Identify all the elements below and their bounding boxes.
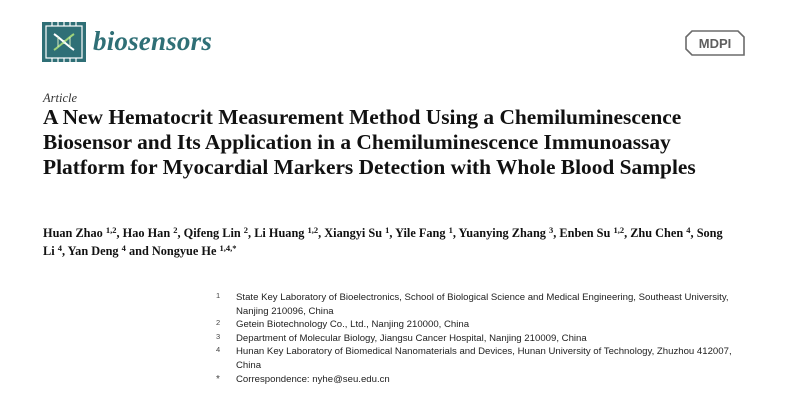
author-affiliation-mark: 1,2 — [307, 225, 319, 235]
author-affiliation-mark: 2 — [173, 225, 178, 235]
author-affiliation-mark: 1 — [385, 225, 390, 235]
affiliation-item — [214, 318, 734, 332]
journal-header — [40, 22, 746, 66]
author-name: Yuanying Zhang — [458, 226, 546, 240]
correspondence-text: Correspondence: nyhe@seu.edu.cn — [236, 373, 390, 385]
author-name: Yile Fang — [395, 226, 446, 240]
correspondence-mark: * — [216, 373, 220, 385]
author-name: Li Huang — [254, 226, 305, 240]
author-name: Xiangyi Su — [324, 226, 383, 240]
author-affiliation-mark: 4 — [686, 225, 691, 235]
author-affiliation-mark: 4 — [57, 243, 62, 253]
affiliation-number: 4 — [216, 345, 221, 355]
affiliation-text: State Key Laboratory of Bioelectronics, School of Biological Science and Medical Engineering, Southeast University, Nanjing 210096, China — [236, 292, 729, 317]
paper-title: A New Hematocrit Measurement Method Using a Chemiluminescence Biosensor and Its Application in a Chemiluminescence Immunoassay Platform for Myocardial Markers Detection with Whole Blood Samples — [43, 105, 696, 179]
affiliation-text: Getein Biotechnology Co., Ltd., Nanjing 210000, China — [236, 319, 470, 331]
article-type: Article — [43, 91, 78, 105]
affiliation-item — [214, 291, 734, 318]
author-affiliation-mark: 1 — [448, 225, 453, 235]
author-affiliation-mark: 4 — [121, 243, 126, 253]
affiliation-text: Department of Molecular Biology, Jiangsu Cancer Hospital, Nanjing 210009, China — [236, 332, 587, 344]
affiliation-number: 2 — [216, 318, 221, 328]
author-affiliation-mark: 3 — [549, 225, 554, 235]
publisher-name: MDPI — [698, 36, 732, 51]
author-name: Zhu Chen — [630, 226, 684, 240]
affiliation-number: 3 — [216, 331, 221, 341]
mdpi-logo — [684, 28, 746, 58]
affiliation-text: Hunan Key Laboratory of Biomedical Nanomaterials and Devices, Hunan University of Technology, Zhuzhou 412007, China — [236, 346, 732, 371]
author-name: Qifeng Lin — [183, 226, 241, 240]
author-name: Huan Zhao — [43, 226, 103, 240]
author-name: Yan Deng — [67, 244, 119, 258]
author-affiliation-mark: 2 — [243, 225, 249, 235]
journal-name: biosensors — [93, 26, 213, 56]
dna-chip-logo-icon — [42, 22, 86, 62]
affiliation-list — [214, 291, 734, 386]
author-name: Song Li — [43, 226, 723, 258]
author-affiliation-mark: 1,2 — [105, 225, 117, 235]
author-name: Nongyue He — [151, 244, 217, 258]
affiliation-number: 1 — [216, 291, 221, 300]
author-name: Hao Han — [122, 226, 171, 240]
affiliation-item — [214, 332, 734, 346]
author-name: Enben Su — [559, 226, 611, 240]
author-affiliation-mark: 1,2 — [613, 225, 625, 235]
affiliation-item — [214, 345, 734, 372]
author-list: Huan Zhao $^{1,2}$, Hao Han $^2$, Qifeng Lin $^2$, Li Huang $^{1,2}$, Xiangyi Su $^1$, Yile Fang $^1$, Yuanying Zhang $^3$, Enben Su $^{1,2}$, Zhu Chen $^4$, Song Li $^4$, Yan Deng $^4$ and Nongyue He $^{1,4,*}$ — [43, 225, 723, 258]
author-affiliation-mark: 1,4,* — [219, 243, 237, 253]
correspondence-item — [214, 373, 734, 387]
